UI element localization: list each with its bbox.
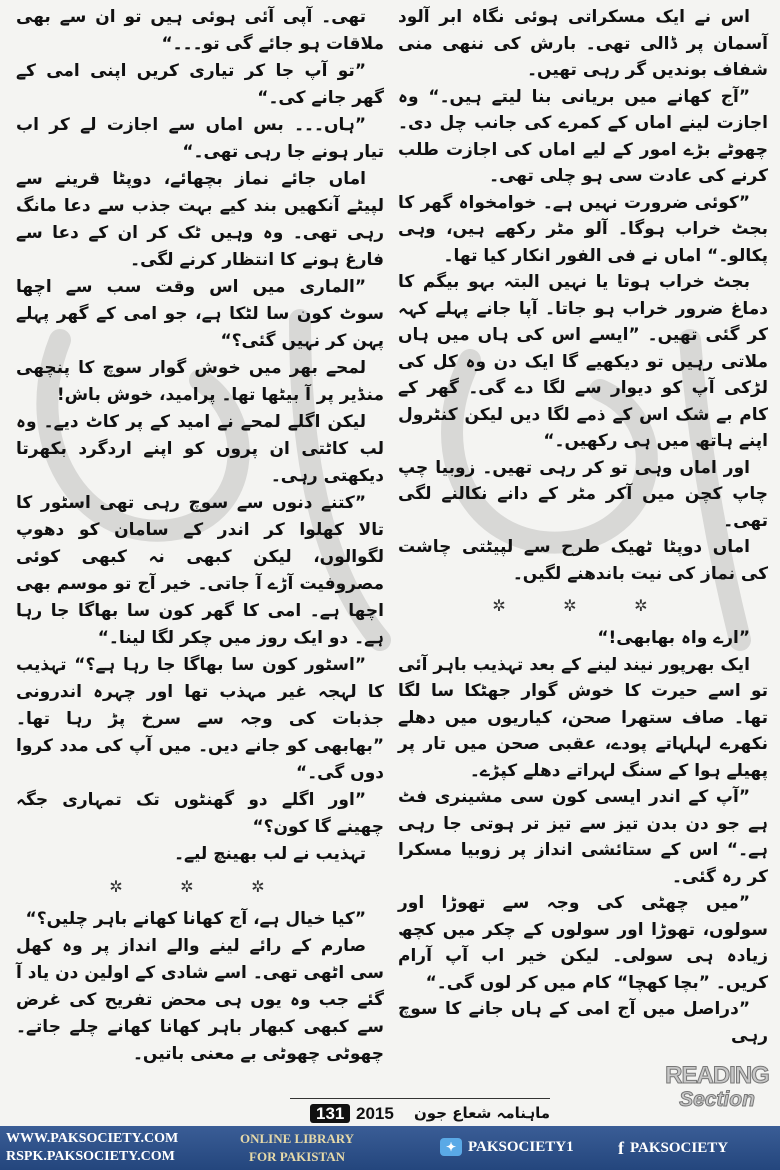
paragraph: لیکن اگلے لمحے نے امید کے پر کاٹ دیے۔ وہ لب کاٹتی ان پروں کو اپنے اردگرد بکھرتا دیکھتی رہی۔ <box>16 412 384 486</box>
paragraph: ”کوئی ضرورت نہیں ہے۔ خوامخواہ گھر کا بجٹ خراب ہوگا۔ آلو مٹر رکھے ہیں، وہی پکالو۔“ اماں نے فی الفور انکار کیا تھا۔ <box>398 192 768 266</box>
twitter-link[interactable] <box>440 1138 574 1156</box>
paragraph: اماں دوپٹا ٹھیک طرح سے لپیٹتی چاشت کی نماز کی نیت باندھنے لگیں۔ <box>398 537 768 584</box>
left-column <box>16 4 384 1068</box>
magazine-name: ماہنامہ شعاع جون <box>414 1104 551 1122</box>
reading-logo-text: READING <box>665 1062 769 1089</box>
paragraph: ”کتنے دنوں سے سوچ رہی تھی اسٹور کا تالا کھلوا کر اندر کے سامان کو دھوپ لگوالوں، لیکن کبھی نہ کبھی کوئی مصروفیت آڑے آ جاتی۔ خیر آج تو موسم بھی اچھا ہے۔ امی کا گھر کون سا بھاگا جا رہا ہے۔ دو ایک روز میں چکر لگا لینا۔“ <box>16 493 384 648</box>
paragraph: لمحے بھر میں خوش گوار سوچ کا پنچھی منڈیر پر آ بیٹھا تھا۔ پرامید، خوش باش! <box>16 358 384 405</box>
facebook-link[interactable] <box>618 1138 728 1159</box>
paragraph: تہذیب نے لب بھینچ لیے۔ <box>174 844 366 864</box>
site-footer-banner <box>0 1126 780 1170</box>
section-separator-stars: ✲ ✲ ✲ <box>109 877 291 896</box>
page-footer-bar <box>290 1098 550 1127</box>
paragraph: ”آپ کے اندر ایسی کون سی مشینری فٹ ہے جو دن بدن تیز سے تیز تر ہوتی جا رہی ہے۔“ اس کے ستائشی انداز پر زوبیا مسکرا کر رہ گئی۔ <box>398 787 768 887</box>
section-separator-stars: ✲ ✲ ✲ <box>492 596 674 615</box>
paragraph: اماں جائے نماز بچھائے، دوپٹا قرینے سے لپیٹے آنکھیں بند کیے بہت جذب سے دعا مانگ رہی تھی۔ وہ وہیں ٹک کر ان کے دعا سے فارغ ہونے کا انتظار کرنے لگی۔ <box>16 169 384 270</box>
twitter-handle: PAKSOCIETY1 <box>468 1138 574 1155</box>
paragraph: ”الماری میں اس وقت سب سے اچھا سوٹ کون سا لٹکا ہے، جو امی کے گھر پہلے پہن کر نہیں گئی؟“ <box>16 277 384 351</box>
paragraph: ”ہاں۔۔۔ بس اماں سے اجازت لے کر اب تیار ہونے جا رہی تھی۔“ <box>16 115 384 162</box>
paragraph: تھی۔ آپی آئی ہوئی ہیں تو ان سے بھی ملاقات ہو جائے گی تو۔۔۔“ <box>16 7 384 54</box>
for-pakistan-text: FOR PAKISTAN <box>249 1149 345 1164</box>
paragraph: ”دراصل میں آج امی کے ہاں جانے کا سوچ رہی <box>398 999 768 1046</box>
paragraph: ”ارے واہ بھابھی!“ <box>597 628 750 648</box>
paragraph: ”آج کھانے میں بریانی بنا لیتے ہیں۔“ وہ اجازت لینے اماں کے کمرے کی جانب چل دی۔ چھوٹے بڑے امور کے لیے اماں کی اجازت طلب کرنے کی عادت سی ہو چلی تھی۔ <box>398 86 768 186</box>
paragraph: ”کیا خیال ہے، آج کھانا کھانے باہر چلیں؟“ <box>25 909 366 929</box>
paragraph: ”اور اگلے دو گھنٹوں تک تمہاری جگہ چھینے گا کون؟“ <box>16 790 384 837</box>
paragraph: ”اسٹور کون سا بھاگا جا رہا ہے؟“ تہذیب کا لہجہ غیر مہذب تھا اور چہرہ اندرونی جذبات کی وجہ سے سرخ پڑ رہا تھا۔ ”بھابھی کو جانے دیں۔ میں آپ کی مدد کروا دوں گی۔“ <box>16 655 384 783</box>
website-link-rspk[interactable]: RSPK.PAKSOCIETY.COM <box>6 1149 175 1164</box>
section-logo-text: Section <box>679 1088 755 1111</box>
website-link[interactable]: WWW.PAKSOCIETY.COM <box>6 1131 179 1146</box>
online-library-text: ONLINE LIBRARY <box>240 1131 355 1146</box>
reading-section-logo <box>658 1062 776 1112</box>
paragraph: اس نے ایک مسکراتی ہوئی نگاہ ابر آلود آسمان پر ڈالی تھی۔ بارش کی ننھی منی شفاف بوندیں گر رہی تھیں۔ <box>398 7 768 80</box>
paragraph: ایک بھرپور نیند لینے کے بعد تہذیب باہر آئی تو اسے حیرت کا خوش گوار جھٹکا سا لگا تھا۔ صاف ستھرا صحن، کیاریوں میں دھلے نکھرے لہلہاتے پودے، عقبی صحن میں تار پر پھیلے ہوا کے سنگ لہراتے دھلے کپڑے۔ <box>398 654 768 781</box>
paragraph: بجٹ خراب ہوتا یا نہیں البتہ بہو بیگم کا دماغ ضرور خراب ہو جاتا۔ آپا جانے پہلے کہہ کر گئی تھیں۔ ”ایسے اس کی ہاں میں ہاں ملاتی رہیں تو دیکھیے گا ایک دن وہ کل کی لڑکی آپ کو دیوار سے لگا دے گی۔ گھر کے کام بے شک اس کے ذمے لگا دیں لیکن کنٹرول اپنے ہاتھ میں ہی رکھیں۔“ <box>398 272 768 451</box>
paragraph: ”میں چھٹی کی وجہ سے تھوڑا اور سولوں، تھوڑا اور سولوں کے چکر میں کچھ زیادہ ہی سولی۔ لیکن خیر اب آپ آرام کریں۔ ”بچا کھچا“ کام میں کر لوں گی۔“ <box>398 893 768 993</box>
facebook-handle: PAKSOCIETY <box>630 1140 729 1156</box>
facebook-icon: f <box>618 1138 624 1158</box>
twitter-icon: ✦ <box>440 1138 462 1156</box>
paragraph: صارم کے رائے لینے والے انداز پر وہ کھل سی اٹھی تھی۔ اسے شادی کے اولین دن یاد آ گئے جب وہ یوں ہی محض تفریح کی غرض سے کبھی کبھار باہر کھانا کھانے چلے جاتے۔ چھوٹی چھوٹی بے معنی باتیں۔ <box>16 936 384 1064</box>
page-number: 131 <box>310 1104 350 1123</box>
paragraph: ”تو آپ جا کر تیاری کریں اپنی امی کے گھر جانے کی۔“ <box>16 61 384 108</box>
right-column <box>398 4 768 1049</box>
issue-year: 2015 <box>356 1104 394 1123</box>
paragraph: اور اماں وہی تو کر رہی تھیں۔ زوبیا چپ چاپ کچن میں آکر مٹر کے دانے نکالنے لگی تھی۔ <box>398 457 768 531</box>
